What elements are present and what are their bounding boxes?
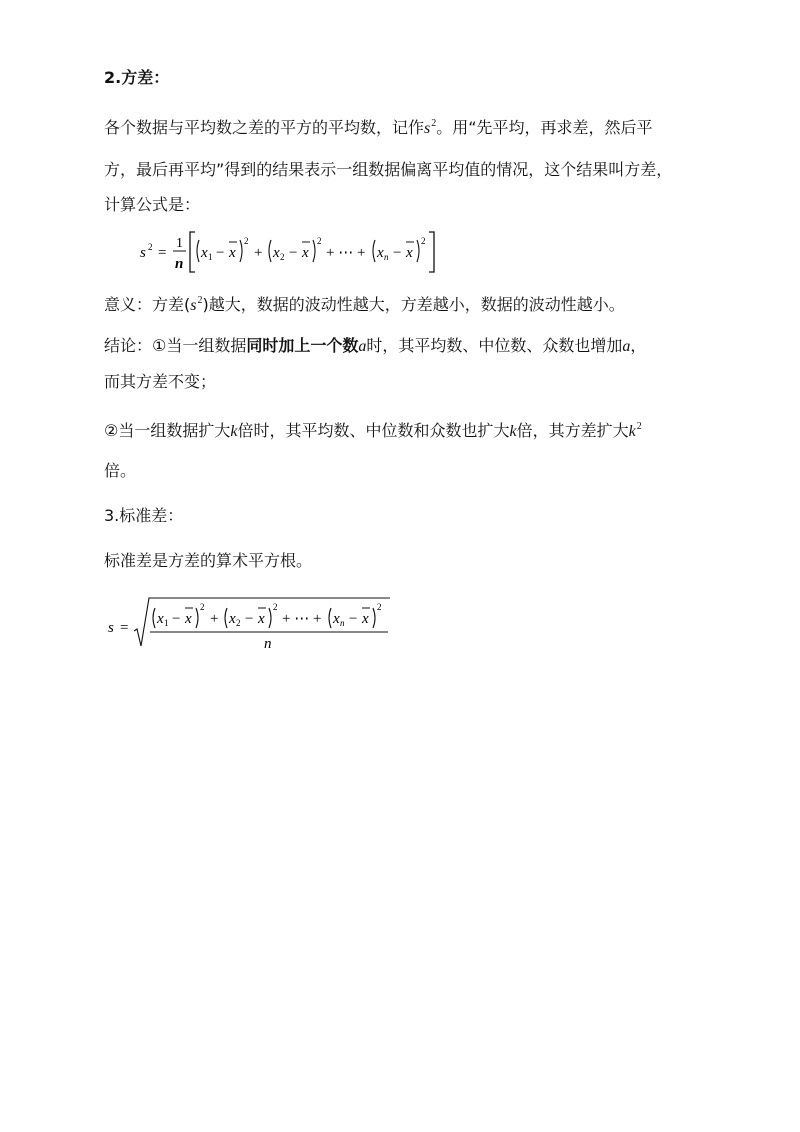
variable-a: a	[358, 338, 367, 355]
section-heading-std-dev: 3.标准差：	[104, 506, 184, 525]
termn-x: x	[377, 245, 384, 261]
ellipsis-plus: + ⋯ +	[326, 245, 366, 261]
variable-k: k	[628, 423, 636, 440]
square: 2	[377, 602, 382, 612]
term1-subscript: 1	[164, 618, 169, 628]
paren-close	[240, 240, 242, 262]
termn-subscript: n	[340, 618, 345, 628]
exponent: 2	[636, 421, 642, 432]
text: 各个数据与平均数之差的平方的平均数，记作	[104, 118, 425, 137]
minus-sign: −	[289, 245, 298, 261]
variance-formula	[104, 226, 464, 278]
paren-close	[196, 608, 198, 628]
plus-sign: +	[254, 245, 263, 261]
variable-k: k	[230, 423, 238, 440]
text: )越大，数据的波动性越大，方差越小，数据的波动性越小。	[202, 295, 625, 314]
variance-definition-line-3: 计算公式是：	[104, 195, 201, 214]
minus-sign: −	[216, 245, 225, 261]
fraction-denominator: n	[175, 256, 184, 272]
mean-x: x	[362, 611, 369, 627]
text: 倍时，其平均数、中位数和众数也扩大	[237, 421, 510, 440]
minus-sign: −	[245, 611, 254, 627]
std-dev-formula	[104, 594, 404, 654]
paren-open	[225, 608, 227, 628]
paren-close	[373, 608, 375, 628]
square: 2	[200, 602, 205, 612]
variable-s: s	[190, 297, 197, 314]
text: 时，其平均数、中位数、众数也增加	[366, 336, 623, 355]
fraction-denominator: n	[264, 636, 272, 652]
fraction-numerator: 1	[176, 236, 183, 251]
formula-equals: =	[158, 245, 167, 261]
term2-x: x	[229, 611, 236, 627]
term2-x: x	[273, 245, 280, 261]
paren-close	[269, 608, 271, 628]
minus-sign: −	[172, 611, 181, 627]
square: 2	[317, 236, 322, 246]
term2-subscript: 2	[236, 618, 241, 628]
paren-open	[329, 608, 331, 628]
text: ，	[630, 336, 647, 355]
variable-a: a	[622, 338, 631, 355]
left-bracket	[190, 232, 195, 272]
conclusion-2-line-2: 倍。	[104, 461, 137, 480]
formula-lhs: s	[140, 245, 146, 261]
text: 结论：①当一组数据	[104, 336, 247, 355]
variable-s: s	[424, 120, 431, 137]
paren-open	[269, 240, 271, 262]
text: ②当一组数据扩大	[104, 421, 231, 440]
conclusion-1-line-2: 而其方差不变；	[104, 372, 217, 391]
text: 倍，其方差扩大	[516, 421, 629, 440]
mean-x: x	[185, 611, 192, 627]
variance-definition-line-1	[104, 114, 653, 139]
section-heading-variance: 2.方差：	[104, 68, 170, 87]
term1-x: x	[157, 611, 164, 627]
text: 。用“先平均，再求差，然后平	[436, 118, 653, 137]
formula-equals: =	[120, 620, 129, 636]
exponent: 2	[197, 295, 203, 306]
termn-subscript: n	[384, 252, 389, 262]
text: 意义：方差(	[104, 295, 191, 314]
conclusion-1-line-1	[104, 336, 646, 357]
square: 2	[421, 236, 426, 246]
term1-subscript: 1	[208, 252, 213, 262]
formula-lhs: s	[108, 620, 114, 636]
conclusion-2-line-1	[104, 417, 642, 442]
paren-open	[373, 240, 375, 262]
std-dev-definition: 标准差是方差的算术平方根。	[104, 551, 313, 570]
minus-sign: −	[349, 611, 358, 627]
ellipsis-plus: + ⋯ +	[282, 611, 322, 627]
mean-x: x	[406, 245, 413, 261]
paren-close	[417, 240, 419, 262]
bold-text: 同时加上一个数	[246, 336, 359, 355]
mean-x: x	[302, 245, 309, 261]
exponent: 2	[431, 118, 437, 129]
variable-k: k	[509, 423, 517, 440]
term1-x: x	[201, 245, 208, 261]
paren-close	[313, 240, 315, 262]
mean-x: x	[229, 245, 236, 261]
right-bracket	[429, 232, 434, 272]
paren-open	[153, 608, 155, 628]
plus-sign: +	[210, 611, 219, 627]
square: 2	[273, 602, 278, 612]
term2-subscript: 2	[280, 252, 285, 262]
paren-open	[197, 240, 199, 262]
formula-lhs-exponent: 2	[148, 242, 153, 252]
minus-sign: −	[393, 245, 402, 261]
variance-meaning	[104, 291, 625, 316]
mean-x: x	[258, 611, 265, 627]
variance-definition-line-2: 方，最后再平均”得到的结果表示一组数据偏离平均值的情况，这个结果叫方差，	[104, 160, 673, 179]
square: 2	[244, 236, 249, 246]
termn-x: x	[333, 611, 340, 627]
